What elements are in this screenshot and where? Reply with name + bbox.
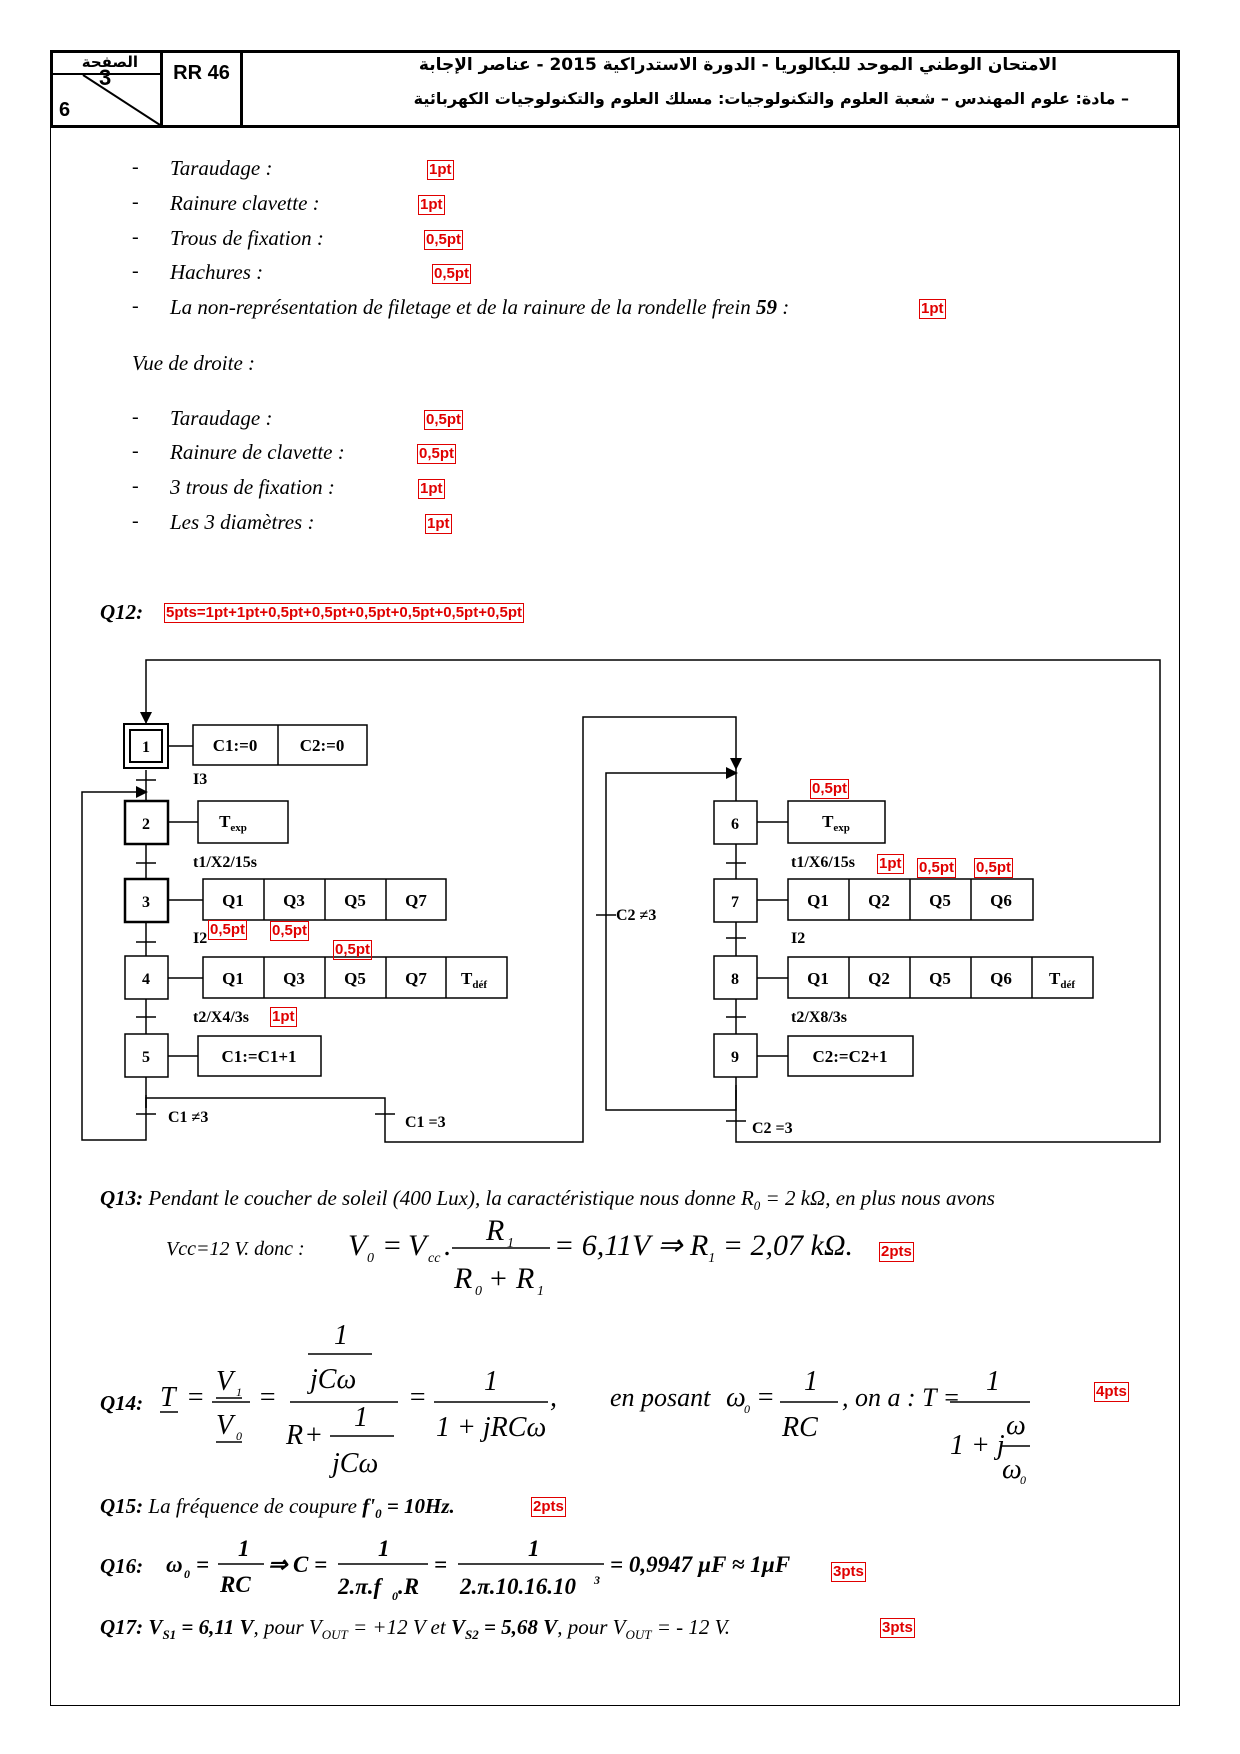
action-c2-reset: C2:=0 [299,736,345,755]
svg-text:+: + [306,1420,322,1451]
exam-code: RR 46 [163,53,243,125]
points-badge: 2pts [881,1243,912,1260]
points-badge: 5pts=1pt+1pt+0,5pt+0,5pt+0,5pt+0,5pt+0,5pt+0,5pt [166,604,522,621]
action-q3: Q3 [283,969,305,988]
svg-text:=: = [382,1229,403,1262]
svg-text:=: = [434,1552,448,1577]
svg-text:R: R [286,1420,304,1451]
q13-statement: Q13: Pendant le coucher de soleil (400 Lux), la caractéristique nous donne $R_0 = 2$ kΩ, en plus nous avons [100,1186,995,1214]
svg-text:0: 0 [475,1284,482,1299]
step-6: 6 [731,816,739,833]
q13-result: = 6,11V ⇒ $R_1 = 2,07$ kΩ. [554,1229,854,1266]
action-q5: Q5 [344,969,366,988]
action-q1: Q1 [807,891,829,910]
action-q7: Q7 [405,969,427,988]
points-badge: 0,5pt [976,859,1012,876]
points-badge: 2pts [533,1498,564,1515]
svg-text:1: 1 [804,1366,818,1397]
points-badge: 1pt [429,161,452,178]
q14-posant: en posant [610,1383,711,1412]
svg-text:1: 1 [528,1536,540,1561]
svg-text:V: V [216,1410,234,1441]
svg-text:=: = [186,1382,205,1413]
points-badge: 0,5pt [335,941,371,958]
svg-text:R: R [516,1262,535,1295]
list-item: Hachures : [170,260,264,284]
svg-text:jCω: jCω [332,1448,379,1479]
q14-formula [150,1318,1150,1493]
header-subtitle: – مادة: علوم المهندس – شعبة العلوم والتكنولوجيات: مسلك العلوم والتكنولوجيات الكهربائية [413,89,1129,108]
list-item: Rainure clavette : [170,191,320,215]
step-1: 1 [142,739,150,756]
list-item: Rainure de clavette : [170,440,345,464]
page-total: 6 [59,99,71,121]
svg-text:1 + jRCω: 1 + jRCω [436,1412,547,1443]
q15-statement: Q15: La fréquence de coupure $f'_0 = 10Hz$. [100,1494,455,1522]
svg-text:.R: .R [398,1574,420,1599]
svg-text:V: V [216,1366,234,1397]
points-badge: 1pt [272,1008,295,1025]
list-item: Taraudage : [170,406,273,430]
points-badge: 1pt [420,196,443,213]
action-texp: $T_{exp}$ [219,812,247,834]
svg-text:0: 0 [236,1429,242,1443]
svg-text:0: 0 [392,1589,398,1603]
action-q5: Q5 [929,891,951,910]
question-label: Q14: [100,1391,144,1415]
question-label: Q12: [100,600,144,624]
points-badge: 0,5pt [210,921,246,938]
svg-text:ω: ω [1006,1410,1026,1441]
q17-statement: Q17: $V_{S1} = 6,11$ V, pour $V_{OUT} = +12$ V et $V_{S2} = 5,68$ V, pour $V_{OUT}$ = - 12 V. [100,1615,731,1643]
svg-text:1: 1 [236,1385,242,1399]
points-badge: 0,5pt [919,859,955,876]
step-2: 2 [142,816,150,833]
svg-text:cc: cc [428,1251,441,1266]
transition-label: t1/X2/15s [193,854,257,871]
svg-text:1: 1 [537,1284,544,1299]
points-badge: 0,5pt [419,445,455,462]
list-item: 3 trous de fixation : [170,475,335,499]
svg-text:=: = [408,1382,427,1413]
action-q1: Q1 [222,891,244,910]
svg-text:2.π.f: 2.π.f [338,1574,382,1599]
svg-text:1: 1 [378,1536,390,1561]
q13-vcc: Vcc=12 V. donc : [166,1238,305,1260]
svg-text:R: R [454,1262,473,1295]
points-badge: 0,5pt [434,265,470,282]
action-q1: Q1 [807,969,829,988]
svg-text:1: 1 [986,1366,1000,1397]
step-3: 3 [142,894,150,911]
question-label: Q16: [100,1554,144,1578]
svg-text:.: . [444,1229,452,1262]
svg-text:V: V [348,1229,367,1262]
step-5: 5 [142,1049,150,1066]
svg-text:2.π.10.16.10: 2.π.10.16.10 [460,1574,577,1599]
svg-text:1 + j: 1 + j [950,1430,1005,1461]
svg-text:0: 0 [367,1251,374,1266]
svg-text:1: 1 [334,1320,348,1351]
page-current: 3 [99,65,112,90]
q16-result: = 0,9947 µF ≈ 1µF [610,1552,791,1577]
svg-text:V: V [408,1229,427,1262]
svg-text:=: = [196,1552,210,1577]
list-item: Trous de fixation : [170,226,324,250]
action-q3: Q3 [283,891,305,910]
points-badge: 3pts [833,1563,864,1580]
action-c1-reset: C1:=0 [212,736,258,755]
svg-text:0: 0 [744,1402,750,1416]
svg-text:1: 1 [354,1402,368,1433]
q16-formula [160,1528,880,1608]
svg-text:jCω: jCω [310,1364,357,1395]
svg-text:⇒ C =: ⇒ C = [268,1552,328,1577]
page-label: الصفحة [81,53,138,71]
transition-label: t2/X8/3s [791,1009,847,1026]
points-badge: 1pt [420,480,443,497]
transition-label: I2 [193,930,208,947]
action-q2: Q2 [868,969,890,988]
svg-text:ω: ω [166,1552,183,1577]
svg-text:=: = [258,1382,277,1413]
action-q6: Q6 [990,969,1012,988]
svg-text:0: 0 [184,1567,190,1581]
svg-text:,: , [550,1382,557,1413]
step-8: 8 [731,971,739,988]
action-q1: Q1 [222,969,244,988]
svg-text:ω: ω [726,1382,746,1413]
points-badge: 4pts [1096,1383,1127,1400]
section-heading: Vue de droite : [132,351,256,375]
points-badge: 1pt [427,515,450,532]
svg-text:+: + [490,1262,507,1295]
svg-text:0: 0 [1020,1473,1026,1487]
points-badge: 1pt [921,300,944,317]
action-q5: Q5 [929,969,951,988]
action-c2-inc: C2:=C2+1 [812,1047,888,1066]
q13-formula [340,1210,900,1300]
transition-label: I3 [193,771,208,788]
svg-text:1: 1 [484,1366,498,1397]
action-tdef: $T_{déf}$ [460,969,488,991]
action-q7: Q7 [405,891,427,910]
svg-text:=: = [756,1382,775,1413]
step-7: 7 [731,894,739,911]
points-badge: 0,5pt [426,231,462,248]
points-badge: 0,5pt [426,411,462,428]
action-c1-inc: C1:=C1+1 [221,1047,297,1066]
transition-label: C1 =3 [405,1114,446,1131]
header-title: الامتحان الوطني الموحد للبكالوريا - الدورة الاستدراكية 2015 - عناصر الإجابة [418,55,1057,75]
svg-text:R: R [486,1214,505,1247]
svg-text:RC: RC [782,1412,818,1443]
list-item: Les 3 diamètres : [170,510,315,534]
action-texp: $T_{exp}$ [822,812,850,834]
svg-text:ω: ω [1002,1454,1022,1485]
list-item: La non-représentation de filetage et de la rainure de la rondelle frein 59 : [170,295,790,319]
step-4: 4 [142,971,150,988]
points-badge: 0,5pt [272,922,308,939]
transition-label: t2/X4/3s [193,1009,249,1026]
svg-text:T: T [160,1382,176,1413]
transition-label: I2 [791,930,806,947]
points-badge: 3pts [882,1619,913,1636]
svg-text:1: 1 [238,1536,250,1561]
action-q2: Q2 [868,891,890,910]
transition-label: t1/X6/15s [791,854,855,871]
list-item: Taraudage : [170,156,273,180]
action-q5: Q5 [344,891,366,910]
svg-text:3: 3 [594,1573,600,1587]
svg-text:RC: RC [220,1572,251,1597]
svg-text:1: 1 [507,1236,514,1251]
points-badge: 0,5pt [812,780,848,797]
q14-ona: , on a : T = [842,1383,961,1412]
transition-label: C2 =3 [752,1120,793,1137]
action-q6: Q6 [990,891,1012,910]
transition-label: C2 ≠3 [616,907,657,924]
points-badge: 1pt [879,855,902,872]
transition-label: C1 ≠3 [168,1109,209,1126]
step-9: 9 [731,1049,739,1066]
action-tdef: $T_{déf}$ [1048,969,1076,991]
